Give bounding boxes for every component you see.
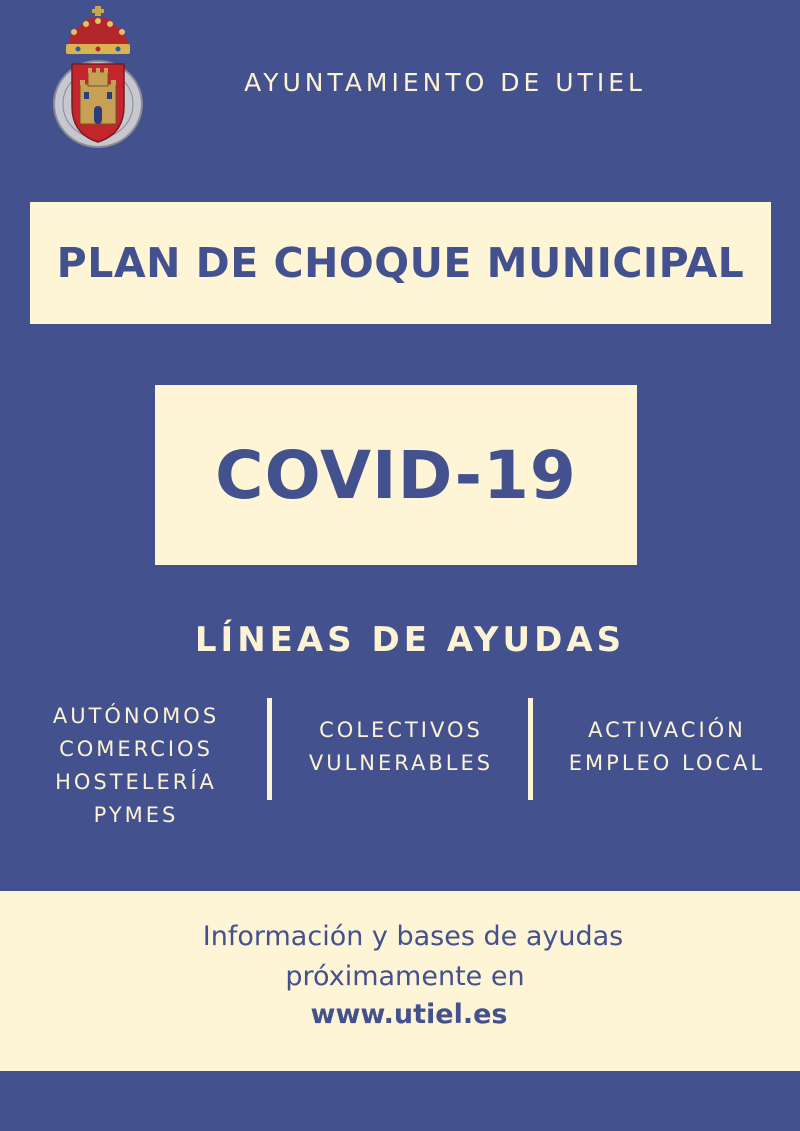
aid-item: HOSTELERÍA bbox=[55, 770, 217, 794]
info-text: Información y bases de ayudas bbox=[202, 921, 624, 952]
aid-item: ACTIVACIÓN bbox=[588, 718, 746, 742]
covid-title-box bbox=[155, 385, 637, 565]
aid-item: COLECTIVOS bbox=[319, 718, 483, 742]
column-divider bbox=[267, 698, 272, 800]
website-link[interactable]: www.utiel.es bbox=[310, 999, 508, 1030]
aid-item: PYMES bbox=[93, 803, 179, 827]
column-divider bbox=[528, 698, 533, 800]
plan-title: PLAN DE CHOQUE MUNICIPAL bbox=[56, 239, 745, 287]
aid-column-vulnerable bbox=[288, 714, 514, 780]
aid-lines-title: LÍNEAS DE AYUDAS bbox=[194, 620, 626, 660]
info-band bbox=[0, 891, 800, 1071]
plan-title-box bbox=[30, 202, 771, 324]
aid-column-employment bbox=[548, 714, 786, 780]
aid-item: VULNERABLES bbox=[308, 751, 494, 775]
aid-item: EMPLEO LOCAL bbox=[568, 751, 766, 775]
aid-column-business bbox=[30, 700, 242, 832]
aid-item: AUTÓNOMOS bbox=[52, 704, 220, 728]
coat-of-arms-icon bbox=[50, 6, 146, 148]
info-text: próximamente en bbox=[285, 961, 525, 992]
organization-name: AYUNTAMIENTO DE UTIEL bbox=[244, 68, 646, 97]
aid-item: COMERCIOS bbox=[59, 737, 213, 761]
covid-title: COVID-19 bbox=[215, 436, 577, 514]
